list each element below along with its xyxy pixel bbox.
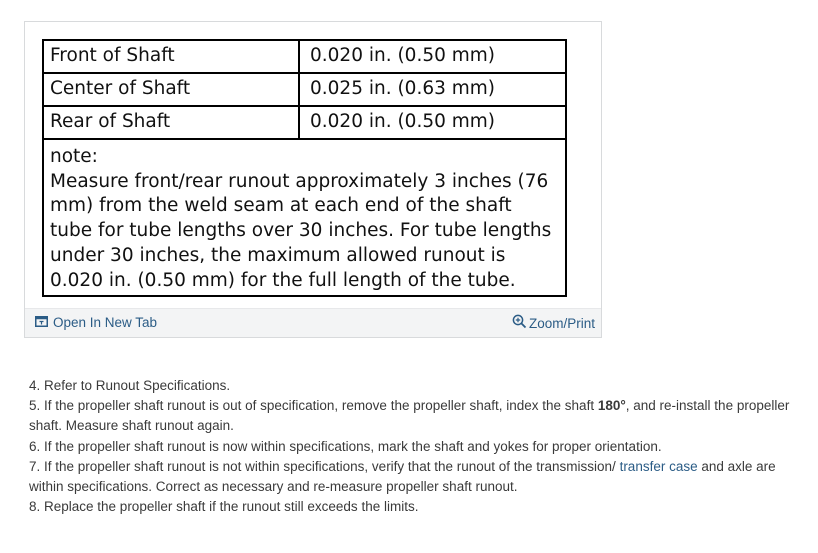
step-5 bbox=[24, 396, 794, 436]
limit-cell: 0.020 in. (0.50 mm) bbox=[299, 41, 565, 73]
step-7-text: 7. If the propeller shaft runout is not within specifications, verify that the runout of the transmission/ bbox=[29, 458, 620, 474]
zoom-print-link[interactable] bbox=[512, 314, 595, 332]
step-7 bbox=[24, 457, 794, 497]
step-5-text: 5. If the propeller shaft runout is out of specification, remove the propeller shaft, index the shaft bbox=[29, 398, 598, 414]
open-new-tab-icon bbox=[35, 315, 48, 330]
note-text: Measure front/rear runout approximately 3 inches (76 mm) from the weld seam at each end of the shaft tube for tube lengths over 30 inches. For tube lengths under 30 inches, the maximum allowed runout is 0.020 in. (0.50 mm) for the full length of the tube. bbox=[50, 170, 552, 291]
step-8: 8. Replace the propeller shaft if the runout still exceeds the limits. bbox=[29, 499, 419, 515]
step-6: 6. If the propeller shaft runout is now within specifications, mark the shaft and yokes for proper orientation. bbox=[29, 438, 662, 454]
index-angle: 180° bbox=[597, 398, 626, 414]
open-in-new-tab-label: Open In New Tab bbox=[53, 315, 158, 330]
runout-spec-image bbox=[42, 39, 567, 297]
spec-note bbox=[44, 138, 565, 293]
transfer-case-link[interactable]: transfer case bbox=[619, 458, 698, 474]
table-row bbox=[44, 73, 565, 106]
location-cell: Front of Shaft bbox=[44, 41, 299, 73]
open-in-new-tab-link[interactable] bbox=[35, 315, 157, 330]
step-7-text-end: and axle are within specifications. Correct as necessary and re-measure propeller shaft runout. bbox=[29, 458, 776, 495]
figure-frame bbox=[24, 21, 602, 338]
location-cell: Rear of Shaft bbox=[44, 106, 299, 139]
zoom-in-icon bbox=[512, 314, 527, 332]
table-row bbox=[44, 41, 565, 73]
limit-cell: 0.025 in. (0.63 mm) bbox=[299, 73, 565, 106]
procedure-steps bbox=[24, 376, 794, 517]
limit-cell: 0.020 in. (0.50 mm) bbox=[299, 106, 565, 139]
zoom-print-label: Zoom/Print bbox=[528, 315, 595, 331]
step-5-text-end: , and re-install the propeller shaft. Measure shaft runout again. bbox=[29, 398, 790, 434]
figure-footer bbox=[25, 308, 601, 337]
table-row bbox=[44, 106, 565, 139]
location-cell: Center of Shaft bbox=[44, 73, 299, 106]
runout-spec-table bbox=[44, 41, 565, 140]
step-4: 4. Refer to Runout Specifications. bbox=[29, 378, 231, 393]
note-title: note: bbox=[50, 146, 98, 167]
